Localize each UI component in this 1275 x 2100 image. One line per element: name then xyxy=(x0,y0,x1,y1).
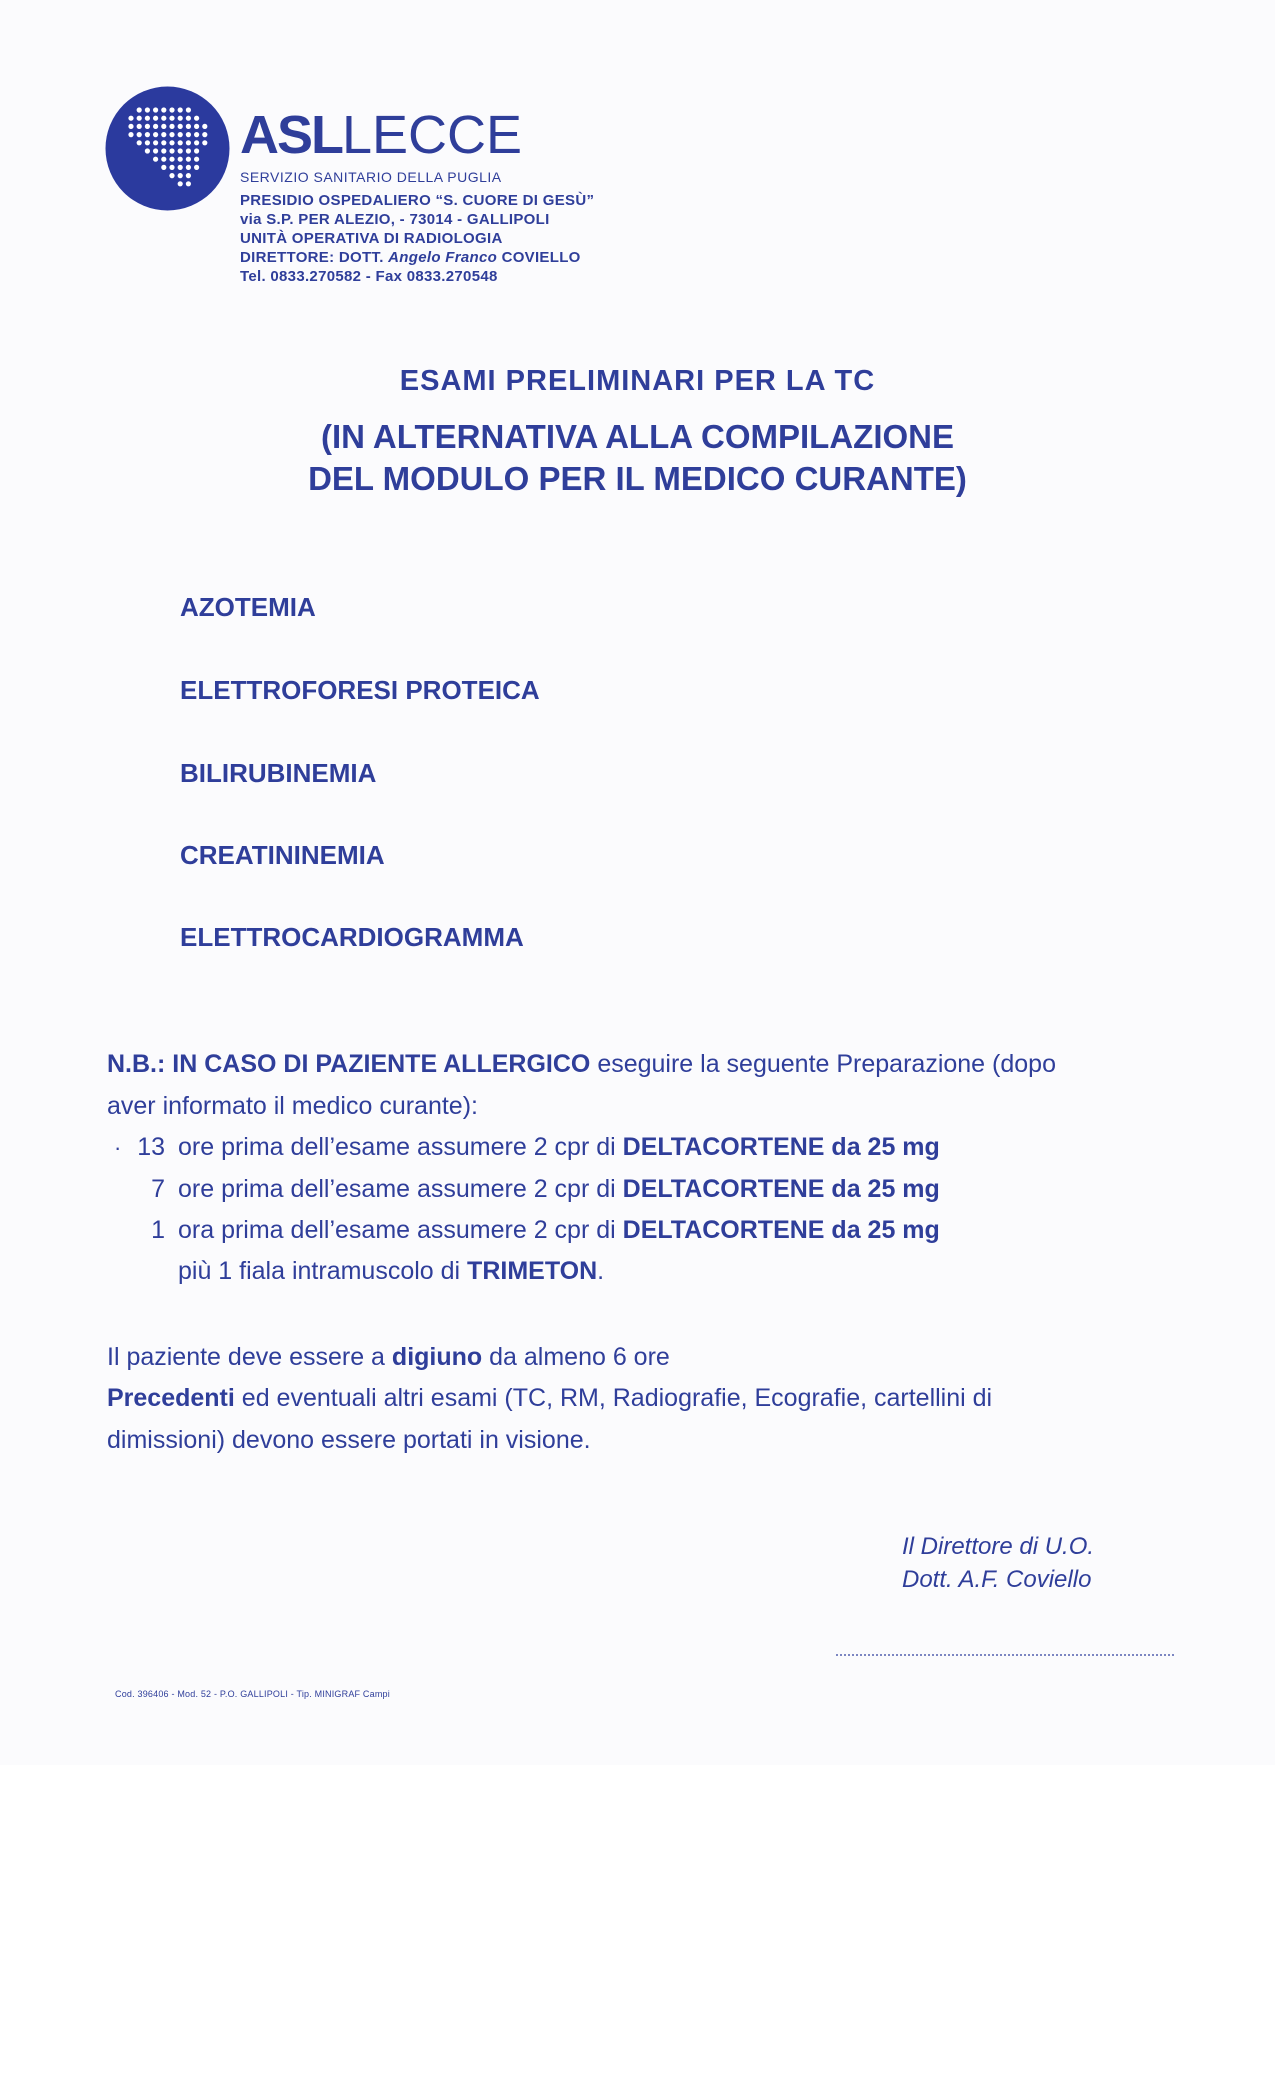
subtitle-line-1: (IN ALTERNATIVA ALLA COMPILAZIONE xyxy=(320,418,955,455)
logo-dot xyxy=(194,165,199,170)
logo-dot xyxy=(153,107,158,112)
logo-dot xyxy=(178,140,183,145)
bullet-icon: · xyxy=(114,1135,122,1160)
logo-dot xyxy=(194,124,199,129)
logo-dot xyxy=(169,107,174,112)
logo-dot xyxy=(128,124,133,129)
step-extra-text: più 1 fiala intramuscolo di xyxy=(178,1257,461,1285)
director-line xyxy=(240,249,581,266)
logo-dot xyxy=(145,148,150,153)
logo-dot xyxy=(194,132,199,137)
exam-item: ELETTROCARDIOGRAMMA xyxy=(180,922,524,952)
logo-dot xyxy=(186,124,191,129)
signature-name: Dott. A.F. Coviello xyxy=(902,1566,1092,1593)
logo-dot xyxy=(153,140,158,145)
nb-text-1: eseguire la seguente Preparazione (dopo xyxy=(597,1050,1056,1078)
logo-dot xyxy=(169,116,174,121)
logo-dot xyxy=(186,116,191,121)
logo-dot xyxy=(128,116,133,121)
logo-dot xyxy=(186,181,191,186)
step-drug: DELTACORTENE da 25 mg xyxy=(622,1175,940,1203)
logo-dot xyxy=(161,124,166,129)
exam-item: ELETTROFORESI PROTEICA xyxy=(180,675,540,705)
logo-dot xyxy=(169,124,174,129)
page-title: ESAMI PRELIMINARI PER LA TC xyxy=(399,365,876,397)
logo-dot xyxy=(145,132,150,137)
logo-dot xyxy=(169,140,174,145)
step-extra xyxy=(178,1257,604,1286)
print-code: Cod. 396406 - Mod. 52 - P.O. GALLIPOLI - Tip. MINIGRAF Campi xyxy=(115,1689,390,1699)
logo-dot xyxy=(153,132,158,137)
logo-dot xyxy=(128,132,133,137)
asl-logo-icon xyxy=(105,86,230,211)
logo-dot xyxy=(186,157,191,162)
logo-dot xyxy=(186,132,191,137)
logo-dot xyxy=(202,124,207,129)
step-extra-end: . xyxy=(597,1257,605,1285)
nb-label: N.B.: xyxy=(107,1050,166,1078)
logo-dot xyxy=(194,140,199,145)
logo-dot xyxy=(161,107,166,112)
subtitle-line-2: DEL MODULO PER IL MEDICO CURANTE) xyxy=(308,460,967,497)
hospital-address: via S.P. PER ALEZIO, - 73014 - GALLIPOLI xyxy=(240,211,550,228)
logo-dot xyxy=(161,148,166,153)
logo-dot xyxy=(186,107,191,112)
previous-text-1: ed eventuali altri esami (TC, RM, Radiografie, Ecografie, cartellini di xyxy=(241,1384,993,1412)
step-line xyxy=(178,1133,940,1162)
logo-dot xyxy=(137,140,142,145)
exam-item: BILIRUBINEMIA xyxy=(180,758,377,788)
previous-bold: Precedenti xyxy=(107,1384,235,1412)
logo-dot xyxy=(161,132,166,137)
step-line xyxy=(178,1175,940,1204)
brand-light: LECCE xyxy=(342,105,523,165)
logo-dot xyxy=(178,107,183,112)
phone-line: Tel. 0833.270582 - Fax 0833.270548 xyxy=(240,268,498,285)
unit-name: UNITÀ OPERATIVA DI RADIOLOGIA xyxy=(240,230,503,247)
step-drug: DELTACORTENE da 25 mg xyxy=(622,1133,940,1161)
logo-dot xyxy=(169,173,174,178)
previous-line-2: dimissioni) devono essere portati in visione. xyxy=(107,1426,591,1454)
logo-dot xyxy=(137,132,142,137)
logo-dot xyxy=(178,157,183,162)
logo-dot xyxy=(186,165,191,170)
logo-dot xyxy=(178,124,183,129)
logo-dot xyxy=(153,124,158,129)
logo-dot xyxy=(186,148,191,153)
logo-dot xyxy=(161,157,166,162)
previous-line-1 xyxy=(107,1384,992,1413)
logo-dot xyxy=(178,165,183,170)
director-prefix: DIRETTORE: DOTT. xyxy=(240,249,384,266)
logo-dot xyxy=(169,165,174,170)
nb-line-2: aver informato il medico curante): xyxy=(107,1092,478,1120)
logo-dot xyxy=(145,116,150,121)
logo-dot xyxy=(178,132,183,137)
step-extra-drug: TRIMETON xyxy=(467,1257,598,1285)
step-drug: DELTACORTENE da 25 mg xyxy=(622,1216,940,1244)
logo-dot xyxy=(194,157,199,162)
logo-dot xyxy=(202,132,207,137)
fasting-pre: Il paziente deve essere a xyxy=(107,1343,385,1371)
brand-name xyxy=(240,105,523,165)
logo-dot xyxy=(145,140,150,145)
director-given-name: Angelo Franco xyxy=(388,249,498,266)
logo-dot xyxy=(153,116,158,121)
brand-subtitle: SERVIZIO SANITARIO DELLA PUGLIA xyxy=(240,169,502,185)
logo-dot xyxy=(186,140,191,145)
director-surname: COVIELLO xyxy=(501,249,581,266)
hospital-name: PRESIDIO OSPEDALIERO “S. CUORE DI GESÙ” xyxy=(240,192,595,209)
logo-dot xyxy=(153,157,158,162)
logo-dot xyxy=(153,148,158,153)
logo-dot xyxy=(161,116,166,121)
step-text: ora prima dell’esame assumere 2 cpr di xyxy=(178,1216,616,1244)
logo-dot xyxy=(178,148,183,153)
logo-dot xyxy=(145,107,150,112)
logo-dot xyxy=(186,173,191,178)
logo-dot xyxy=(137,107,142,112)
logo-dot xyxy=(137,124,142,129)
nb-allergic: IN CASO DI PAZIENTE ALLERGICO xyxy=(172,1050,591,1078)
logo-dot xyxy=(169,157,174,162)
nb-line-1 xyxy=(107,1050,1056,1079)
exam-item: CREATININEMIA xyxy=(180,840,385,870)
step-text: ore prima dell’esame assumere 2 cpr di xyxy=(178,1175,616,1203)
logo-dot xyxy=(194,148,199,153)
step-hours: 7 xyxy=(151,1175,165,1203)
step-hours: 13 xyxy=(137,1133,165,1161)
fasting-bold: digiuno xyxy=(391,1343,483,1371)
logo-dot xyxy=(194,116,199,121)
logo-dot xyxy=(161,165,166,170)
step-hours: 1 xyxy=(151,1216,165,1244)
logo-dot xyxy=(161,140,166,145)
logo-dot xyxy=(178,173,183,178)
brand-bold: ASL xyxy=(240,105,342,165)
logo-dot xyxy=(178,116,183,121)
fasting-post: da almeno 6 ore xyxy=(489,1343,670,1371)
step-text: ore prima dell’esame assumere 2 cpr di xyxy=(178,1133,616,1161)
logo-dot xyxy=(169,148,174,153)
logo-dot xyxy=(178,181,183,186)
fasting-line xyxy=(107,1343,670,1372)
logo-dot xyxy=(137,116,142,121)
logo-dot xyxy=(145,124,150,129)
signature-title: Il Direttore di U.O. xyxy=(902,1533,1095,1560)
step-line xyxy=(178,1216,940,1245)
logo-dot xyxy=(202,140,207,145)
signature-dotted-line xyxy=(836,1654,1174,1656)
exam-item: AZOTEMIA xyxy=(180,592,316,622)
logo-dot xyxy=(169,132,174,137)
